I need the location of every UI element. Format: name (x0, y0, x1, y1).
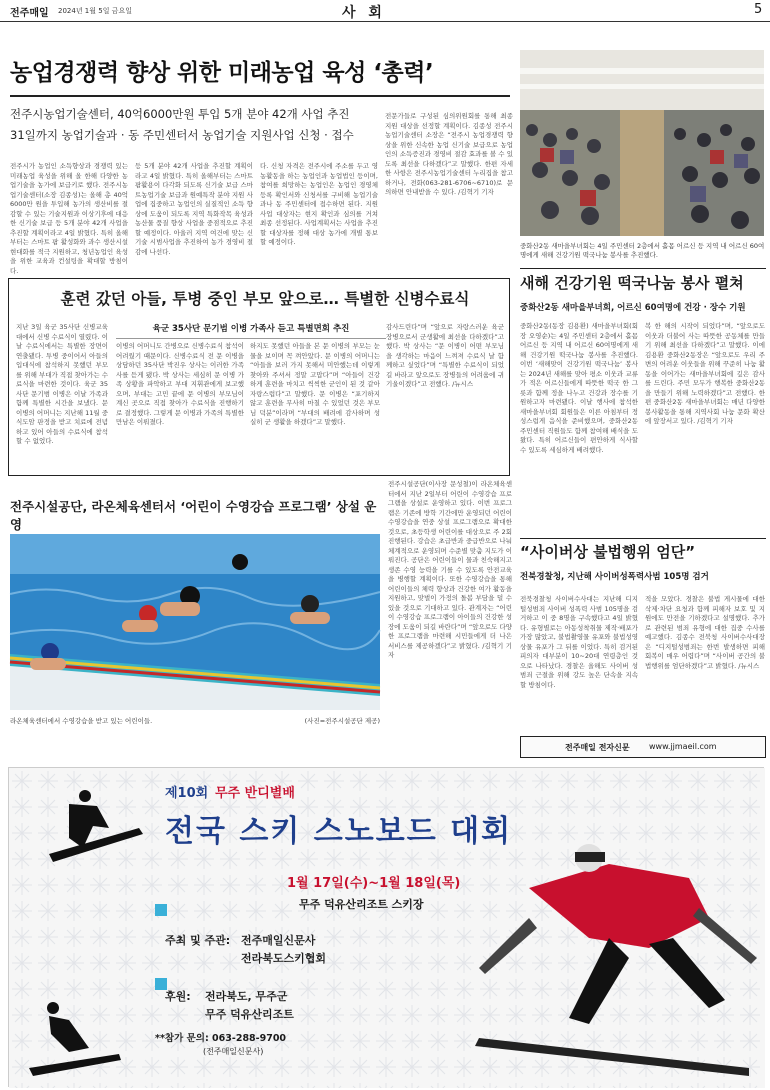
ad-title: 전국 스키 스노보드 대회 (165, 814, 513, 849)
subhead-rice-cake-soup: 중화산2동 새마을부녀회, 어르신 60여명에 건강 · 장수 기원 (520, 303, 746, 313)
rule (520, 538, 766, 539)
recruit-body-col2: 이병의 어머니도 간병으로 신병수료식 참석이 어려웠기 때문이다. 신병수료식 전 문 이병을 상담하던 35사단 박진우 상사는 이러한 가족사를 듣게 됐다. 박 상사는 세심히 문 이병 가족 상황을 파악하고 부대 지휘관에게 보고했으며, 부대는 고민 끝에 문 이병의 부모님이 계신 곳으로 직접 찾아가 수료식을 진행하기로 결정했다. 그렇게 문 이병과 가족의 특별한 만남은 이뤄졌다. (116, 342, 244, 426)
subhead-farming-2: 31일까지 농업기술과 · 동 주민센터서 농업기술 지원사업 신청 · 접수 (10, 128, 354, 142)
ad-host2: 전라북도스키협회 (241, 952, 327, 965)
recruit-body-col4: 감사드린다”며 “앞으로 자랑스러운 육군 장병으로서 군생활에 최선을 다하겠다”고 했다. 박 상사는 “문 이병이 어떤 부모님을 생각하는 마음이 느껴져 수료식 날 함께하고 싶었다”며 “특별한 수료식이 되었길 바라고 앞으로도 장병들의 어려움에 귀 기울이겠다”고 전했다. /뉴시스 (386, 323, 504, 388)
photo1-caption: 중화산2동 새마을부녀회는 4일 주민센터 2층에서 홀몸 어르신 등 지역 내 어르신 60여명에게 새해 건강기원 떡국나눔 봉사를 추진했다. (520, 242, 765, 259)
farming-body-col3: 다. 신청 자격은 전주시에 주소를 두고 영농활동을 하는 농업인과 농업법인 등이며, 참여를 희망하는 농업인은 농업인 경영체 등록 확인서와 신청서를 구비해 농업기술과나 동 주민센터에 접수하면 된다. 지원 사업 대상자는 현지 확인과 심의를 거쳐 최종 선정된다. 사업계획서는 사업을 추진할 대상자를 정해 대상 농가에 개별 통보할 예정이다. (260, 162, 378, 246)
ad-sponsor1: 전라북도, 무주군 (205, 990, 288, 1003)
farming-body-col2: 등 5개 분야 42개 사업을 추진할 계획이라고 4일 밝혔다. 특히 올해부터는 스마트 팜활용이 다각화 되도록 신기술 보급 스마트농업기술 보급과 원예특작 분야 지원 사업에 집중하고 농업인의 실질적인 소득 향상에 도움이 되도록 지역 특화작목 육성과 농산물 품질 향상 사업을 중점적으로 추진할 예정이다. 아울러 지역 여건에 맞는 신기술 시범사업을 추진하여 농가 경영비 절감에 나선다. (135, 162, 253, 256)
photo2-credit: (사진=전주시설공단 제공) (304, 717, 380, 725)
cyber-body-col1: 전북경찰청 사이버수사대는 지난해 디지털성범죄 사이버 성폭력 사범 105명을 검거하고 이 중 8명을 구속했다고 4일 밝혔다. 유형별로는 아동성착취물 제작·배포가 가장 많았고, 불법촬영물 유포와 불법성영상물 유포가 그 뒤를 이었다. 특히 검거된 피의자 대부분이 10~20대 연령층인 것으로 나타났다. 경찰은 올해도 사이버 성범죄 근절을 위해 강도 높은 단속을 지속할 방침이다. (520, 595, 638, 689)
ad-sponsor2: 무주 덕유산리조트 (205, 1008, 294, 1021)
issue-date: 2024년 1월 5일 금요일 (58, 7, 132, 15)
headline-rule (10, 95, 510, 97)
masthead (0, 0, 770, 22)
epaper-box (520, 736, 766, 758)
headline-farming: 농업경쟁력 향상 위한 미래농업 육성 ‘총력’ (10, 60, 434, 86)
ad-edition: 제10회 (165, 786, 209, 801)
farming-body-col1: 전주시가 농업인 소득향상과 경쟁력 있는 미래농업 육성을 위해 올 한해 다양한 농업기술을 농가에 보급키로 했다. 전주시농업기술센터(소장 김종성)는 올해 총 40억 6000만 원을 투입해 농가의 생산비를 절감할 수 있는 기술지원과 이상기후에 대응한 신기술 보급 등 5개 분야 42개 사업을 추진할 계획이라고 4일 밝혔다. 특히 올해부터는 스마트 팜 활성화와 과수 생산시설 현대화를 적극 지원하고, 청년농업인 육성을 위한 교육과 컨설팅을 확대할 방침이다. (10, 162, 128, 275)
ad-inquiry: **참가 문의: 063-288-9700 (155, 1033, 287, 1044)
recruit-body-col3: 하지도 못했던 아들을 본 문 이병의 부모는 눈물을 보이며 꼭 껴안았다. 문 이병의 어머니는 “아들을 보러 가지 못해서 미안했는데 이렇게 찾아와 주셔서 정말 고맙다”며 “아들이 건강하게 훈련을 마치고 씩씩한 군인이 된 것 같아 자랑스럽다”고 말했다. 문 이병은 “포기하지 않고 훈련을 무사히 마칠 수 있었던 것은 부모님 덕분”이라며 “부대의 배려에 감사하며 성실히 군 생활을 하겠다”고 말했다. (250, 342, 380, 426)
ad-host1: 전주매일신문사 (241, 934, 316, 947)
epaper-url[interactable]: www.jjmaeil.com (649, 742, 717, 751)
cyber-body-col2: 적을 모았다. 경찰은 불법 게시물에 대한 삭제·차단 요청과 함께 피해자 보호 및 지원에도 만전을 기하겠다고 설명했다. 추가로 관련된 범죄 유형에 대한 집중 수사를 예고했다. 김종수 전북청 사이버수사대장은 “디지털성범죄는 한번 발생하면 피해 회복이 매우 어렵다”며 “사이버 공간의 불법행위를 엄단하겠다”고 밝혔다. /뉴시스 (645, 595, 765, 670)
ad-inquiry-org: (전주매일신문사) (203, 1047, 264, 1056)
recruit-body-col1: 지난 3일 육군 35사단 신병교육대에서 신병 수료식이 열렸다. 이날 수료식에서는 특별한 장면이 연출됐다. 투병 중이어서 아들의 입대식에 참석하지 못했던 부모를 위해 부대가 직접 찾아가는 수료식을 마련한 것이다. 육군 35사단 문기범 이병은 이날 가족과 함께 특별한 시간을 보냈다. 문 이병의 어머니는 지난해 11월 중 식도암 판정을 받고 치료에 전념하고 있어 아들의 수료식에 참석할 수 없었다. (16, 323, 108, 445)
headline-recruit-graduation: 훈련 갔던 아들, 투병 중인 부모 앞으로… 특별한 신병수료식 (60, 290, 470, 308)
ad-brand: 무주 반디별배 (215, 786, 295, 801)
ski-contest-ad (8, 767, 764, 1087)
paper-name: 전주매일 (10, 8, 49, 19)
ad-sponsor-label: 후원: (165, 990, 191, 1003)
farming-body-col4: 전문가들로 구성된 심의위원회를 통해 최종 지원 대상을 선정할 계획이다. 김종성 전주시농업기술센터 소장은 “전주시 농업경쟁력 향상을 위한 신속한 농업 신기술 보급으로 농업인의 소득증진과 경영비 절감 효과를 볼 수 있도록 최선을 다하겠다”고 말했다. 한편 자세한 사항은 전주시농업기술센터 누리집을 참고하거나, 전화(063-281-6706~6710)로 문의하면 안내받을 수 있다. /김혁기 기자 (385, 112, 513, 196)
section-title: 사 회 (342, 5, 386, 21)
photo2-caption: 라온체육센터에서 수영강습을 받고 있는 어린이들. (10, 717, 153, 725)
rule (520, 268, 766, 269)
photo-rice-cake-soup-event (520, 50, 764, 236)
headline-rice-cake-soup: 새해 건강기원 떡국나눔 봉사 펼쳐 (520, 274, 744, 292)
subhead-cyber-crime: 전북경찰청, 지난해 사이버성폭력사범 105명 검거 (520, 572, 709, 582)
headline-swimming: 전주시설공단, 라온체육센터서 ‘어린이 수영강습 프로그램’ 상설 운영 (10, 499, 377, 532)
ad-date: 1월 17일(수)~1월 18일(목) (287, 876, 461, 891)
photo-children-swimming (10, 534, 380, 710)
ad-host-label: 주최 및 주관: (165, 934, 231, 947)
subhead-farming-1: 전주시농업기술센터, 40억6000만원 투입 5개 분야 42개 사업 추진 (10, 107, 350, 121)
rice-cake-body-col1: 중화산2동(동장 김용환) 새마을부녀회(회장 오영순)는 4일 주민센터 2층에서 홀몸 어르신 등 지역 내 어르신 60여명에게 새해 건강기원 떡국나눔 봉사를 추진했다. 이번 ‘새해맞이 건강기원 떡국나눔’ 봉사는 2024년 새해를 맞아 평소 이웃과 교류가 적은 어르신들에게 따뜻한 떡국 한 그릇과 함께 정을 나누고 건강과 장수를 기원하고자 마련됐다. 이날 행사에 참석한 새마을부녀회 회원들은 이른 아침부터 정성스럽게 음식을 준비했으며, 중화산2동 주민센터 직원들도 함께 참여해 배식을 도왔다. 특히 어르신들이 편안하게 식사할 수 있도록 세심하게 배려했다. (520, 322, 638, 454)
headline-cyber-crime: “사이버상 불법행위 엄단” (520, 543, 696, 561)
subhead-recruit: 육군 35사단 문기범 이병 가족사 듣고 특별면회 추진 (116, 322, 386, 339)
page-number: 5 (754, 2, 763, 17)
swimming-body: 전주시설공단(이사장 문성철)이 라온체육센터에서 지난 2일부터 어린이 수영강습 프로그램을 상설로 운영하고 있다. 이번 프로그램은 기존에 방학 기간에만 운영되던 어린이 수영강습을 연중 상설 프로그램으로 확대한 것으로, 초등학생 어린이를 대상으로 주 2회 진행된다. 강습은 초급반과 중급반으로 나눠 체계적으로 운영되며 수준별 맞춤 지도가 이뤄진다. 공단은 어린이들이 물과 친숙해지고 생존 수영 능력을 기를 수 있도록 안전교육을 병행할 계획이다. 또한 수영강습을 통해 어린이들의 체력 향상과 건강한 여가 활동을 지원하고, 맞벌이 가정의 돌봄 부담을 덜 수 있을 것으로 기대하고 있다. 관계자는 “어린이 수영강습 프로그램이 아이들의 건강한 성장에 도움이 되길 바란다”며 “앞으로도 다양한 프로그램을 마련해 시민들에게 더 나은 서비스를 제공하겠다”고 밝혔다. /김혁기 기자 (388, 480, 512, 659)
ad-venue: 무주 덕유산리조트 스키장 (299, 898, 424, 911)
rice-cake-body-col2: 복 한 해의 시작이 되었다”며, “앞으로도 이웃과 더불어 사는 따뜻한 공동체를 만들기 위해 최선을 다하겠다”고 말했다. 이에 김용환 중화산2동장은 “앞으로도 우리 주변의 어려운 이웃들을 위해 꾸준히 나눔 활동을 이어가는 새마을부녀회에 깊은 감사를 드린다. 주민 모두가 행복한 중화산2동을 만들기 위해 노력하겠다”고 전했다. 한편 중화산2동 새마을부녀회는 매년 다양한 봉사활동을 통해 지역사회 나눔 문화 확산에 앞장서고 있다. /김혁기 기자 (645, 322, 765, 425)
epaper-name: 전주매일 전자신문 (565, 743, 630, 752)
